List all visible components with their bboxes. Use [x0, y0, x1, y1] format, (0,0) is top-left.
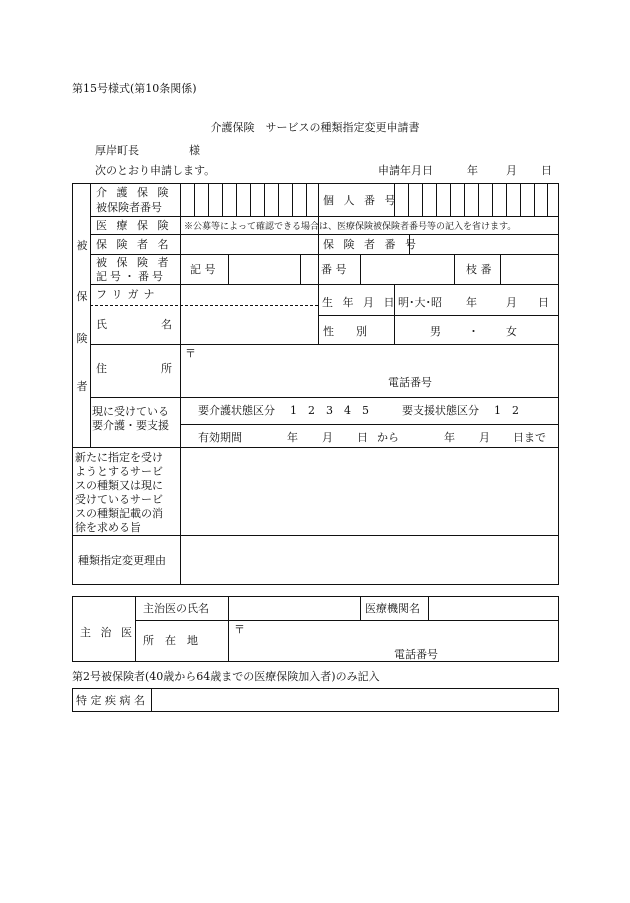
- intro-text: 次のとおり申請します。: [95, 164, 216, 177]
- addressee-name: 厚岸町長: [95, 144, 139, 157]
- insured-number-label-2: 被保険者番号: [96, 201, 162, 214]
- form-number: 第15号様式(第10条関係): [72, 82, 197, 95]
- change-reason-label: 種類指定変更理由: [78, 554, 166, 567]
- section-label-sha: 者: [76, 380, 88, 393]
- address-phone-label: 電話番号: [388, 376, 432, 389]
- period-from: から: [377, 431, 399, 444]
- number-label: 番 号: [321, 263, 347, 276]
- doctor-postal-mark: 〒: [234, 623, 245, 636]
- insured-number-label-1: 介 護 保 険: [96, 186, 172, 199]
- application-date-label: 申請年月日: [378, 164, 433, 177]
- service-label-line-4: 受けているサービ: [75, 493, 163, 506]
- insured-symbol-label-2: 記号・番号: [96, 270, 166, 283]
- period-day: 日: [357, 431, 368, 444]
- support-levels: 1 2: [494, 404, 519, 417]
- secondary-insured-note: 第2号被保険者(40歳から64歳までの医療保険加入者)のみ記入: [72, 670, 380, 683]
- branch-label: 枝 番: [466, 263, 492, 276]
- address-label-1: 住: [96, 362, 107, 375]
- service-label-line-6: 徐を求める旨: [75, 521, 141, 534]
- name-label-2: 名: [161, 318, 172, 331]
- medical-insurance-label: 医 療 保 険: [96, 219, 172, 232]
- valid-period-label: 有効期間: [198, 431, 242, 444]
- doctor-phone-label: 電話番号: [394, 648, 438, 661]
- insured-symbol-label-1: 被 保 険 者: [96, 256, 172, 269]
- section-label-ken: 険: [76, 332, 88, 345]
- address-postal-mark: 〒: [185, 347, 196, 360]
- period-year: 年: [287, 431, 298, 444]
- service-label-line-1: 新たに指定を受け: [75, 451, 163, 464]
- section-label-hi: 被: [76, 239, 88, 252]
- location-label: 所 在 地: [143, 634, 198, 647]
- birth-month-label: 月: [506, 296, 517, 309]
- sex-male: 男: [430, 325, 441, 338]
- address-label-2: 所: [161, 362, 172, 375]
- current-care-label-1: 現に受けている: [92, 405, 169, 418]
- sex-dot: ・: [468, 325, 479, 338]
- page-title: 介護保険 サービスの種類指定変更申請書: [210, 121, 420, 134]
- insurer-number-label: 保 険 者 番 号: [323, 238, 419, 251]
- period-until: 日まで: [513, 431, 546, 444]
- support-level-label: 要支援状態区分: [402, 404, 479, 417]
- service-label-line-5: スの種類記載の消: [75, 507, 163, 520]
- disease-table: [72, 688, 559, 712]
- period-year-2: 年: [444, 431, 455, 444]
- period-month-2: 月: [479, 431, 490, 444]
- name-label-1: 氏: [96, 318, 107, 331]
- doctor-name-label: 主治医の氏名: [143, 602, 209, 615]
- birth-day-label: 日: [538, 296, 549, 309]
- care-levels: 1 2 3 4 5: [290, 404, 369, 417]
- application-day: 日: [541, 164, 552, 177]
- application-year: 年: [467, 164, 478, 177]
- birth-year-label: 年: [466, 296, 477, 309]
- medical-insurance-note: ※公募等によって確認できる場合は、医療保険被保険者番号等の記入を省けます。: [184, 222, 517, 232]
- insurer-name-label: 保 険 者 名: [96, 238, 172, 251]
- section-label-ho: 保: [76, 290, 88, 303]
- service-label-line-3: スの種類又は現に: [75, 479, 163, 492]
- personal-number-label: 個 人 番 号: [323, 194, 399, 207]
- era-label: 明･大･昭: [398, 296, 442, 309]
- birthdate-label: 生 年 月 日: [322, 296, 398, 309]
- care-level-label: 要介護状態区分: [198, 404, 275, 417]
- service-label-line-2: ようとするサービ: [75, 465, 163, 478]
- doctor-section-label: 主 治 医: [80, 626, 135, 639]
- sex-female: 女: [506, 325, 517, 338]
- sex-label: 性 別: [323, 325, 367, 338]
- institution-label: 医療機関名: [365, 602, 420, 615]
- furigana-label: フリガナ: [96, 288, 160, 301]
- current-care-label-2: 要介護・要支援: [92, 419, 169, 432]
- addressee-honorific: 様: [189, 144, 200, 157]
- disease-label: 特 定 疾 病 名: [76, 694, 145, 707]
- symbol-label: 記 号: [190, 263, 216, 276]
- period-month: 月: [322, 431, 333, 444]
- application-month: 月: [506, 164, 517, 177]
